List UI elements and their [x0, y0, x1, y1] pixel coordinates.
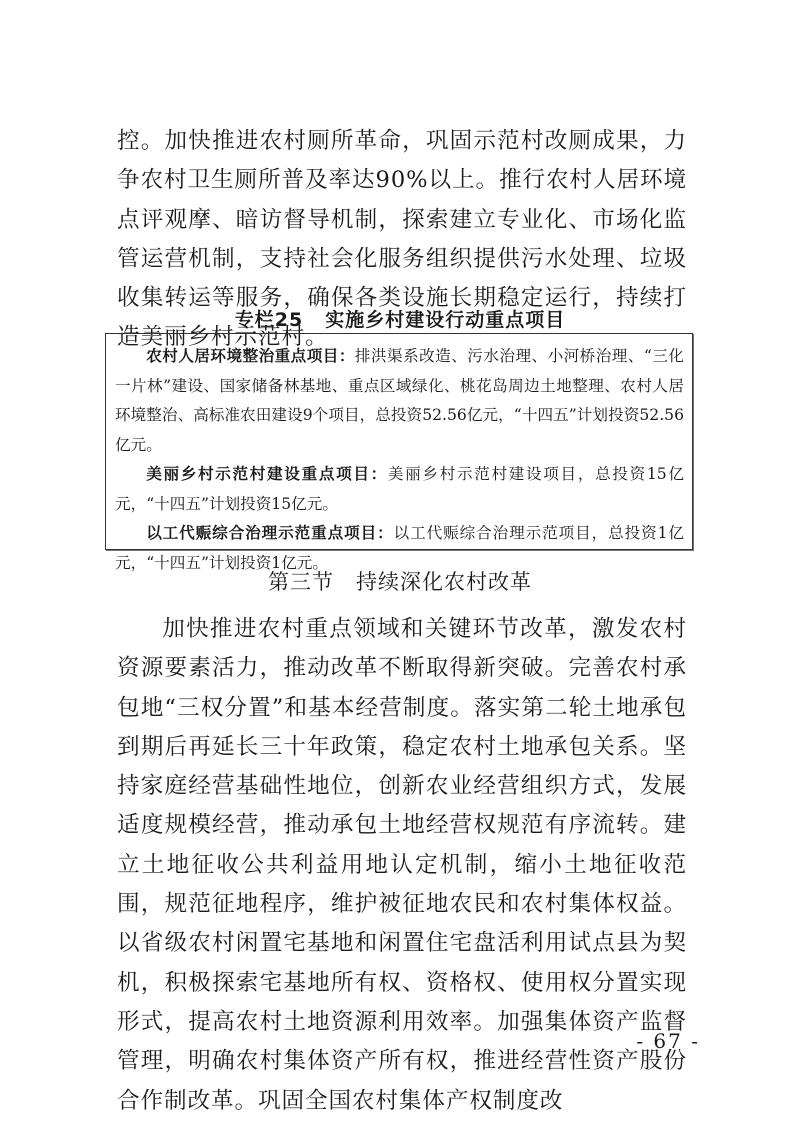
box-item	[115, 342, 684, 460]
box-item-text: 美丽乡村示范村建设项目，总投资15亿元，“十四五”计划投资15亿元。	[115, 465, 684, 513]
section-heading	[105, 567, 695, 597]
box-item-lead: 以工代赈综合治理示范重点项目：	[146, 524, 394, 542]
box-item-lead: 美丽乡村示范村建设重点项目：	[146, 465, 388, 483]
intro-paragraph: 控。加快推进农村厕所革命，巩固示范村改厕成果，力争农村卫生厕所普及率达90%以上。推行农村人居环境点评观摩、暗访督导机制，探索建立专业化、市场化监管运营机制，支持社会化服务组织提供污水处理、垃圾收集转运等服务，确保各类设施长期稳定运行，持续打造美丽乡村示范村。	[117, 128, 687, 351]
box-title-text: 实施乡村建设行动重点项目	[325, 309, 566, 331]
page-number: - 67 -	[636, 1029, 700, 1053]
section-paragraph: 加快推进农村重点领域和关键环节改革，激发农村资源要素活力，推动改革不断取得新突破。完善农村承包地“三权分置”和基本经营制度。落实第二轮土地承包到期后再延长三十年政策，稳定农村土地承包关系。坚持家庭经营基础性地位，创新农业经营组织方式，发展适度规模经营，推动承包土地经营权规范有序流转。建立土地征收公共利益用地认定机制，缩小土地征收范围，规范征地程序，维护被征地农民和农村集体权益。以省级农村闲置宅基地和闲置住宅盘活利用试点县为契机，积极探索宅基地所有权、资格权、使用权分置实现形式，提高农村土地资源利用效率。加强集体资产监督管理，明确农村集体资产所有权，推进经营性资产股份合作制改革。巩固全国农村集体产权制度改	[117, 616, 687, 1114]
box-item-text: 排洪渠系改造、污水治理、小河桥治理、“三化一片林”建设、国家储备林基地、重点区域绿化、桃花岛周边土地整理、农村人居环境整治、高标准农田建设9个项目，总投资52.56亿元，“十四五”计划投资52.56亿元。	[115, 347, 684, 454]
box-item-text: 以工代赈综合治理示范项目，总投资1亿元，“十四五”计划投资1亿元。	[115, 524, 684, 572]
section-title: 持续深化农村改革	[356, 570, 532, 594]
box-item-lead: 农村人居环境整治重点项目：	[146, 347, 355, 365]
box-title-label: 专栏25	[234, 309, 304, 331]
section-number: 第三节	[268, 570, 334, 594]
feature-box	[105, 333, 693, 572]
box-item	[115, 460, 684, 519]
box-title	[105, 306, 695, 334]
